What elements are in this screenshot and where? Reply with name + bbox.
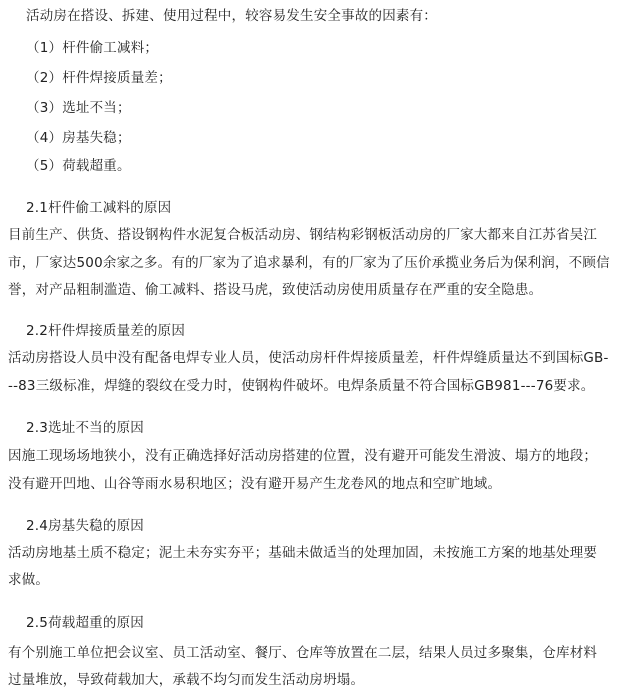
paragraph-line: 有个别施工单位把会议室、员工活动室、餐厅、仓库等放置在二层，结果人员过多聚集，仓库材料 xyxy=(8,645,598,661)
list-item: （5）荷载超重。 xyxy=(26,158,131,174)
paragraph-line: 求做。 xyxy=(8,572,50,588)
paragraph-line: 目前生产、供货、搭设钢构件水泥复合板活动房、钢结构彩钢板活动房的厂家大都来自江苏省吴江 xyxy=(8,227,598,243)
section-heading: 2.3选址不当的原因 xyxy=(26,420,144,436)
paragraph-line: 因施工现场场地狭小，没有正确选择好活动房搭建的位置，没有避开可能发生滑波、塌方的地段； xyxy=(8,448,598,464)
paragraph-line: 活动房搭设人员中没有配备电焊专业人员，使活动房杆件焊接质量差，杆件焊缝质量达不到国标GB- xyxy=(8,350,609,366)
paragraph-line: --83三级标准，焊缝的裂纹在受力时，使钢构件破坏。电焊条质量不符合国标GB981---76要求。 xyxy=(8,378,595,394)
section-heading: 2.5荷载超重的原因 xyxy=(26,615,144,631)
paragraph-line: 活动房地基土质不稳定；泥土未夯实夯平；基础未做适当的处理加固，未按施工方案的地基处理要 xyxy=(8,545,598,561)
paragraph-line: 没有避开凹地、山谷等雨水易积地区；没有避开易产生龙卷风的地点和空旷地域。 xyxy=(8,476,502,492)
list-item: （3）选址不当； xyxy=(26,100,131,116)
paragraph-line: 市，厂家达500余家之多。有的厂家为了追求暴利，有的厂家为了压价承揽业务后为保利润，不顾信 xyxy=(8,255,610,271)
section-heading: 2.4房基失稳的原因 xyxy=(26,518,144,534)
paragraph-line: 过量堆放，导致荷载加大，承载不均匀而发生活动房坍塌。 xyxy=(8,672,365,688)
list-item: （4）房基失稳； xyxy=(26,130,131,146)
list-item: （1）杆件偷工减料； xyxy=(26,40,159,56)
paragraph-line: 誉，对产品粗制滥造、偷工减料、搭设马虎，致使活动房使用质量存在严重的安全隐患。 xyxy=(8,282,543,298)
list-item: （2）杆件焊接质量差； xyxy=(26,70,172,86)
section-heading: 2.1杆件偷工减料的原因 xyxy=(26,200,172,216)
section-heading: 2.2杆件焊接质量差的原因 xyxy=(26,323,186,339)
intro-text: 活动房在搭设、拆建、使用过程中，较容易发生安全事故的因素有： xyxy=(26,8,437,24)
